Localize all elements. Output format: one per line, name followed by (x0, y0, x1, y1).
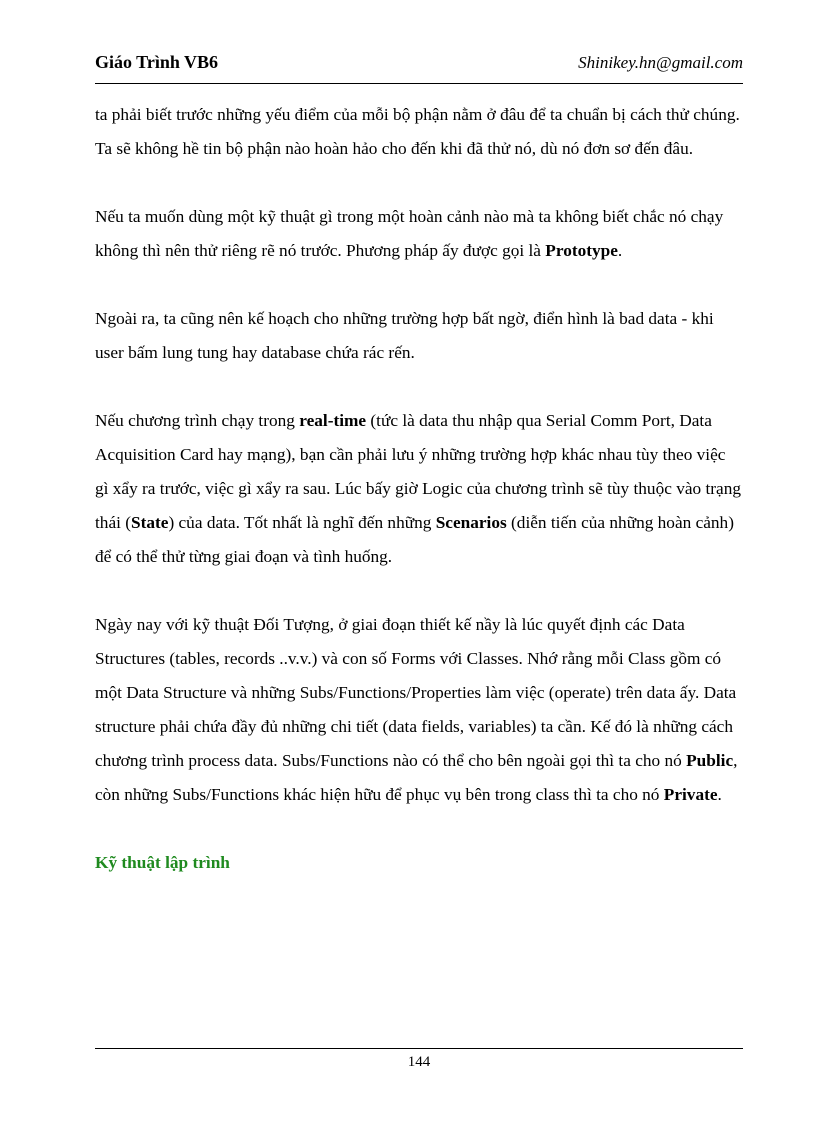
page-number: 144 (407, 1054, 431, 1070)
paragraph-5-text-2: , còn những Subs/Functions khác hiện hữu để phục vụ bên trong class thì ta cho nó (95, 751, 738, 804)
state-term: State (131, 513, 169, 532)
paragraph-5-text-1: Ngày nay với kỹ thuật Đối Tượng, ở giai đoạn thiết kế nầy là lúc quyết định các Data Structures (tables, records ..v.v.) và con số Forms với Classes. Nhớ rằng mỗi Class gồm có một Data Structure và những Subs/Functions/Properties làm việc (operate) trên data ấy. Data structure phải chứa đầy đủ những chi tiết (data fields, variables) ta cần. Kế đó là những cách chương trình process data. Subs/Functions nào có thể cho bên ngoài gọi thì ta cho nó (95, 615, 737, 770)
paragraph-4-text-2: (tức là data thu nhập qua Serial Comm Port, Data Acquisition Card hay mạng), bạn cần phải lưu ý những trường hợp khác nhau tùy theo việc gì xẩy ra trước, việc gì xẩy ra sau. Lúc bấy giờ Logic của chương trình sẽ tùy thuộc vào trạng thái ( (95, 411, 741, 532)
paragraph-3: Ngoài ra, ta cũng nên kế hoạch cho những trường hợp bất ngờ, điển hình là bad data - khi user bấm lung tung hay database chứa rác rến. (95, 309, 714, 362)
paragraph-4-text-3: ) của data. Tốt nhất là nghĩ đến những (168, 513, 436, 532)
paragraph-4-text-1: Nếu chương trình chạy trong (95, 411, 300, 430)
paragraph-5 (95, 608, 743, 812)
paragraph-2-end: . (617, 241, 623, 260)
real-time-term: real-time (299, 411, 367, 430)
paragraph-1: ta phải biết trước những yếu điểm của mỗi bộ phận nằm ở đâu để ta chuẩn bị cách thử chúng. Ta sẽ không hề tin bộ phận nào hoàn hảo cho đến khi đã thử nó, dù nó đơn sơ đến đâu. (95, 105, 740, 158)
document-title: Giáo Trình VB6 (95, 52, 219, 72)
paragraph-2-text: Nếu ta muốn dùng một kỹ thuật gì trong một hoàn cảnh nào mà ta không biết chắc nó chạy không thì nên thử riêng rẽ nó trước. Phương pháp ấy được gọi là (95, 207, 724, 260)
public-term: Public (686, 751, 734, 770)
private-term: Private (663, 785, 718, 804)
paragraph-4-text-4: (diễn tiến của những hoàn cảnh) để có thể thử từng giai đoạn và tình huống. (95, 513, 734, 566)
author-email: Shinikey.hn@gmail.com (578, 53, 743, 72)
paragraph-4 (95, 404, 743, 574)
paragraph-2 (95, 200, 743, 268)
page-footer (95, 1048, 743, 1071)
prototype-term: Prototype (545, 241, 618, 260)
scenarios-term: Scenarios (435, 513, 507, 532)
section-heading: Kỹ thuật lập trình (95, 853, 230, 872)
page-header (95, 52, 743, 84)
page-content (95, 98, 743, 880)
paragraph-5-text-3: . (717, 785, 722, 804)
